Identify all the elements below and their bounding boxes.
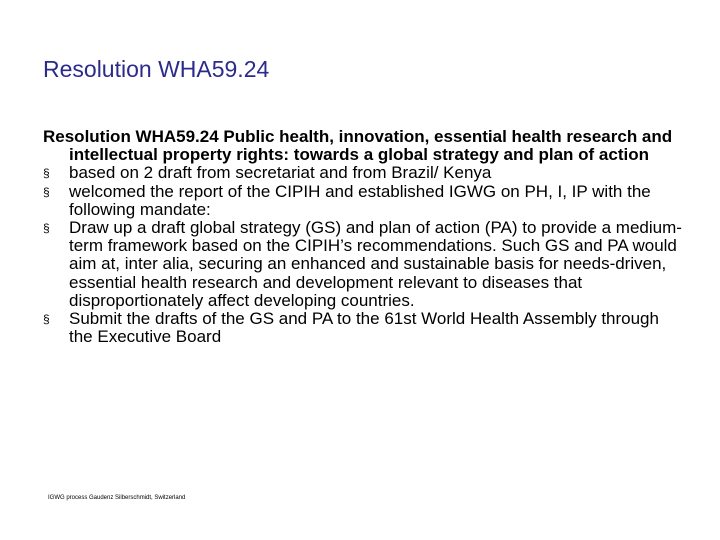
bullet-text: Submit the drafts of the GS and PA to the 61st World Health Assembly through the Executive Board [69, 309, 659, 347]
bullet-text: Draw up a draft global strategy (GS) and plan of action (PA) to provide a medium-term framework based on the CIPIH’s recommendations. Such GS and PA would aim at, inter alia, securing an enhanced and sustainable basis for needs-driven, essential health research and development relevant to diseases that disproportionately affect developing countries. [69, 218, 682, 310]
bullet-item [43, 164, 683, 182]
intro-paragraph [43, 128, 683, 164]
bullet-marker: § [43, 166, 50, 181]
bullet-item [43, 183, 683, 219]
bullet-text: welcomed the report of the CIPIH and established IGWG on PH, I, IP with the following mandate: [69, 181, 651, 219]
slide-footer: IGWG process Gaudenz Silberschmidt, Switzerland [48, 495, 186, 501]
bullet-text: based on 2 draft from secretariat and from Brazil/ Kenya [69, 163, 492, 183]
intro-text: Resolution WHA59.24 Public health, innovation, essential health research and intellectual property rights: towards a global strategy and plan of action [43, 127, 673, 165]
bullet-item [43, 310, 683, 346]
bullet-list [43, 164, 683, 346]
bullet-item [43, 219, 683, 310]
bullet-marker: § [43, 221, 50, 236]
slide-body [43, 128, 683, 346]
slide-title: Resolution WHA59.24 [43, 56, 270, 82]
bullet-marker: § [43, 312, 50, 327]
bullet-marker: § [43, 184, 50, 199]
